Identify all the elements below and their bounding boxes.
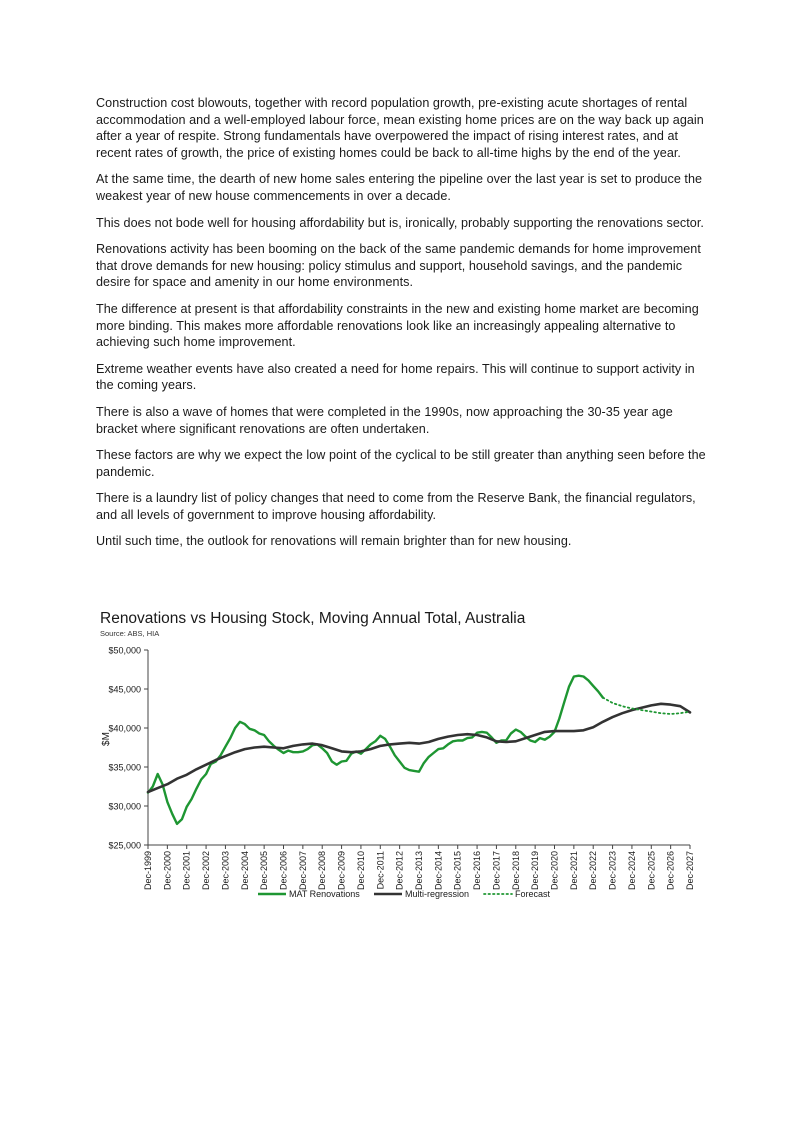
x-tick-label: Dec-2027	[685, 851, 695, 891]
x-tick-label: Dec-2011	[375, 851, 386, 890]
y-tick-label: $45,000	[108, 684, 141, 695]
paragraph: There is also a wave of homes that were completed in the 1990s, now approaching the 30-35 year age bracket where significant renovations are often undertaken.	[96, 404, 673, 436]
article	[96, 95, 708, 560]
x-tick-label: Dec-2023	[607, 851, 618, 891]
y-tick-label: $35,000	[108, 762, 141, 773]
x-tick-label: Dec-2025	[646, 851, 657, 891]
legend-mat-renovations-label: MAT Renovations	[289, 889, 360, 899]
x-tick-label: Dec-2008	[317, 851, 328, 891]
legend-forecast-label: Forecast	[515, 889, 551, 899]
x-tick-label: Dec-2006	[278, 851, 289, 891]
x-tick-label: Dec-2002	[201, 851, 212, 891]
multi-regression-line	[148, 704, 690, 792]
x-tick-label: Dec-2021	[568, 851, 579, 891]
paragraph: Renovations activity has been booming on the back of the same pandemic demands for home improvement that drove demands for new housing: policy stimulus and support, household savings, and the pandemic desire for space and amenity in our home environments.	[96, 242, 701, 290]
paragraph: At the same time, the dearth of new home sales entering the pipeline over the last year is set to produce the weakest year of new house commencements in over a decade.	[96, 172, 703, 203]
x-tick-label: Dec-2015	[452, 851, 463, 891]
renovations-chart	[96, 605, 706, 915]
x-tick-label: Dec-2020	[549, 851, 560, 891]
x-tick-label: Dec-2024	[626, 851, 637, 891]
x-tick-label: Dec-2017	[491, 851, 502, 891]
y-tick-label: $50,000	[108, 645, 141, 656]
x-tick-label: Dec-2013	[414, 851, 424, 891]
y-tick-label: $25,000	[108, 840, 141, 851]
x-tick-label: Dec-2009	[336, 851, 347, 891]
x-tick-label: Dec-2019	[530, 851, 541, 891]
x-tick-label: Dec-2012	[394, 851, 405, 891]
x-tick-label: Dec-2016	[472, 851, 483, 891]
paragraph: Until such time, the outlook for renovations will remain brighter than for new housing.	[96, 534, 572, 549]
x-tick-label: Dec-2026	[665, 851, 676, 891]
y-axis-label: $M	[101, 732, 112, 746]
paragraph: This does not bode well for housing affordability but is, ironically, probably supporting the renovations sector.	[96, 215, 704, 230]
y-tick-label: $30,000	[108, 801, 141, 812]
x-tick-label: Dec-2014	[433, 851, 444, 891]
x-tick-label: Dec-1999	[143, 851, 153, 891]
legend-multi-regression-label: Multi-regression	[405, 889, 470, 899]
x-tick-label: Dec-2001	[181, 851, 192, 891]
chart-source: Source: ABS, HIA	[100, 629, 160, 638]
x-tick-label: Dec-2004	[239, 851, 250, 891]
chart-title: Renovations vs Housing Stock, Moving Annual Total, Australia	[100, 610, 526, 627]
paragraph: Construction cost blowouts, together with record population growth, pre-existing acute shortages of rental accommodation and a well-employed labour force, mean existing home prices are on the way back up again after a year of respite. Strong fundamentals have overpowered the impact of rising interest rates, and at recent rates of growth, the price of existing homes could be back to all-time highs by the end of the year.	[96, 96, 704, 160]
x-tick-label: Dec-2022	[588, 851, 599, 891]
paragraph: The difference at present is that affordability constraints in the new and existing home market are becoming more binding. This makes more affordable renovations look like an increasingly appealing alternative to achieving such home improvement.	[96, 301, 699, 350]
x-tick-label: Dec-2003	[220, 851, 231, 891]
x-tick-label: Dec-2000	[162, 851, 173, 891]
paragraph: Extreme weather events have also created a need for home repairs. This will continue to support activity in the coming years.	[96, 361, 695, 393]
mat-renovations-line	[148, 676, 603, 824]
x-tick-label: Dec-2010	[355, 851, 366, 891]
y-tick-label: $40,000	[108, 723, 141, 734]
paragraph: There is a laundry list of policy changes that need to come from the Reserve Bank, the financial regulators, and all levels of government to improve housing affordability.	[96, 491, 696, 522]
legend	[258, 889, 551, 899]
x-tick-label: Dec-2018	[510, 851, 521, 891]
x-tick-label: Dec-2007	[297, 851, 308, 891]
x-tick-label: Dec-2005	[259, 851, 270, 891]
paragraph: These factors are why we expect the low point of the cyclical to be still greater than anything seen before the pandemic.	[96, 448, 706, 479]
